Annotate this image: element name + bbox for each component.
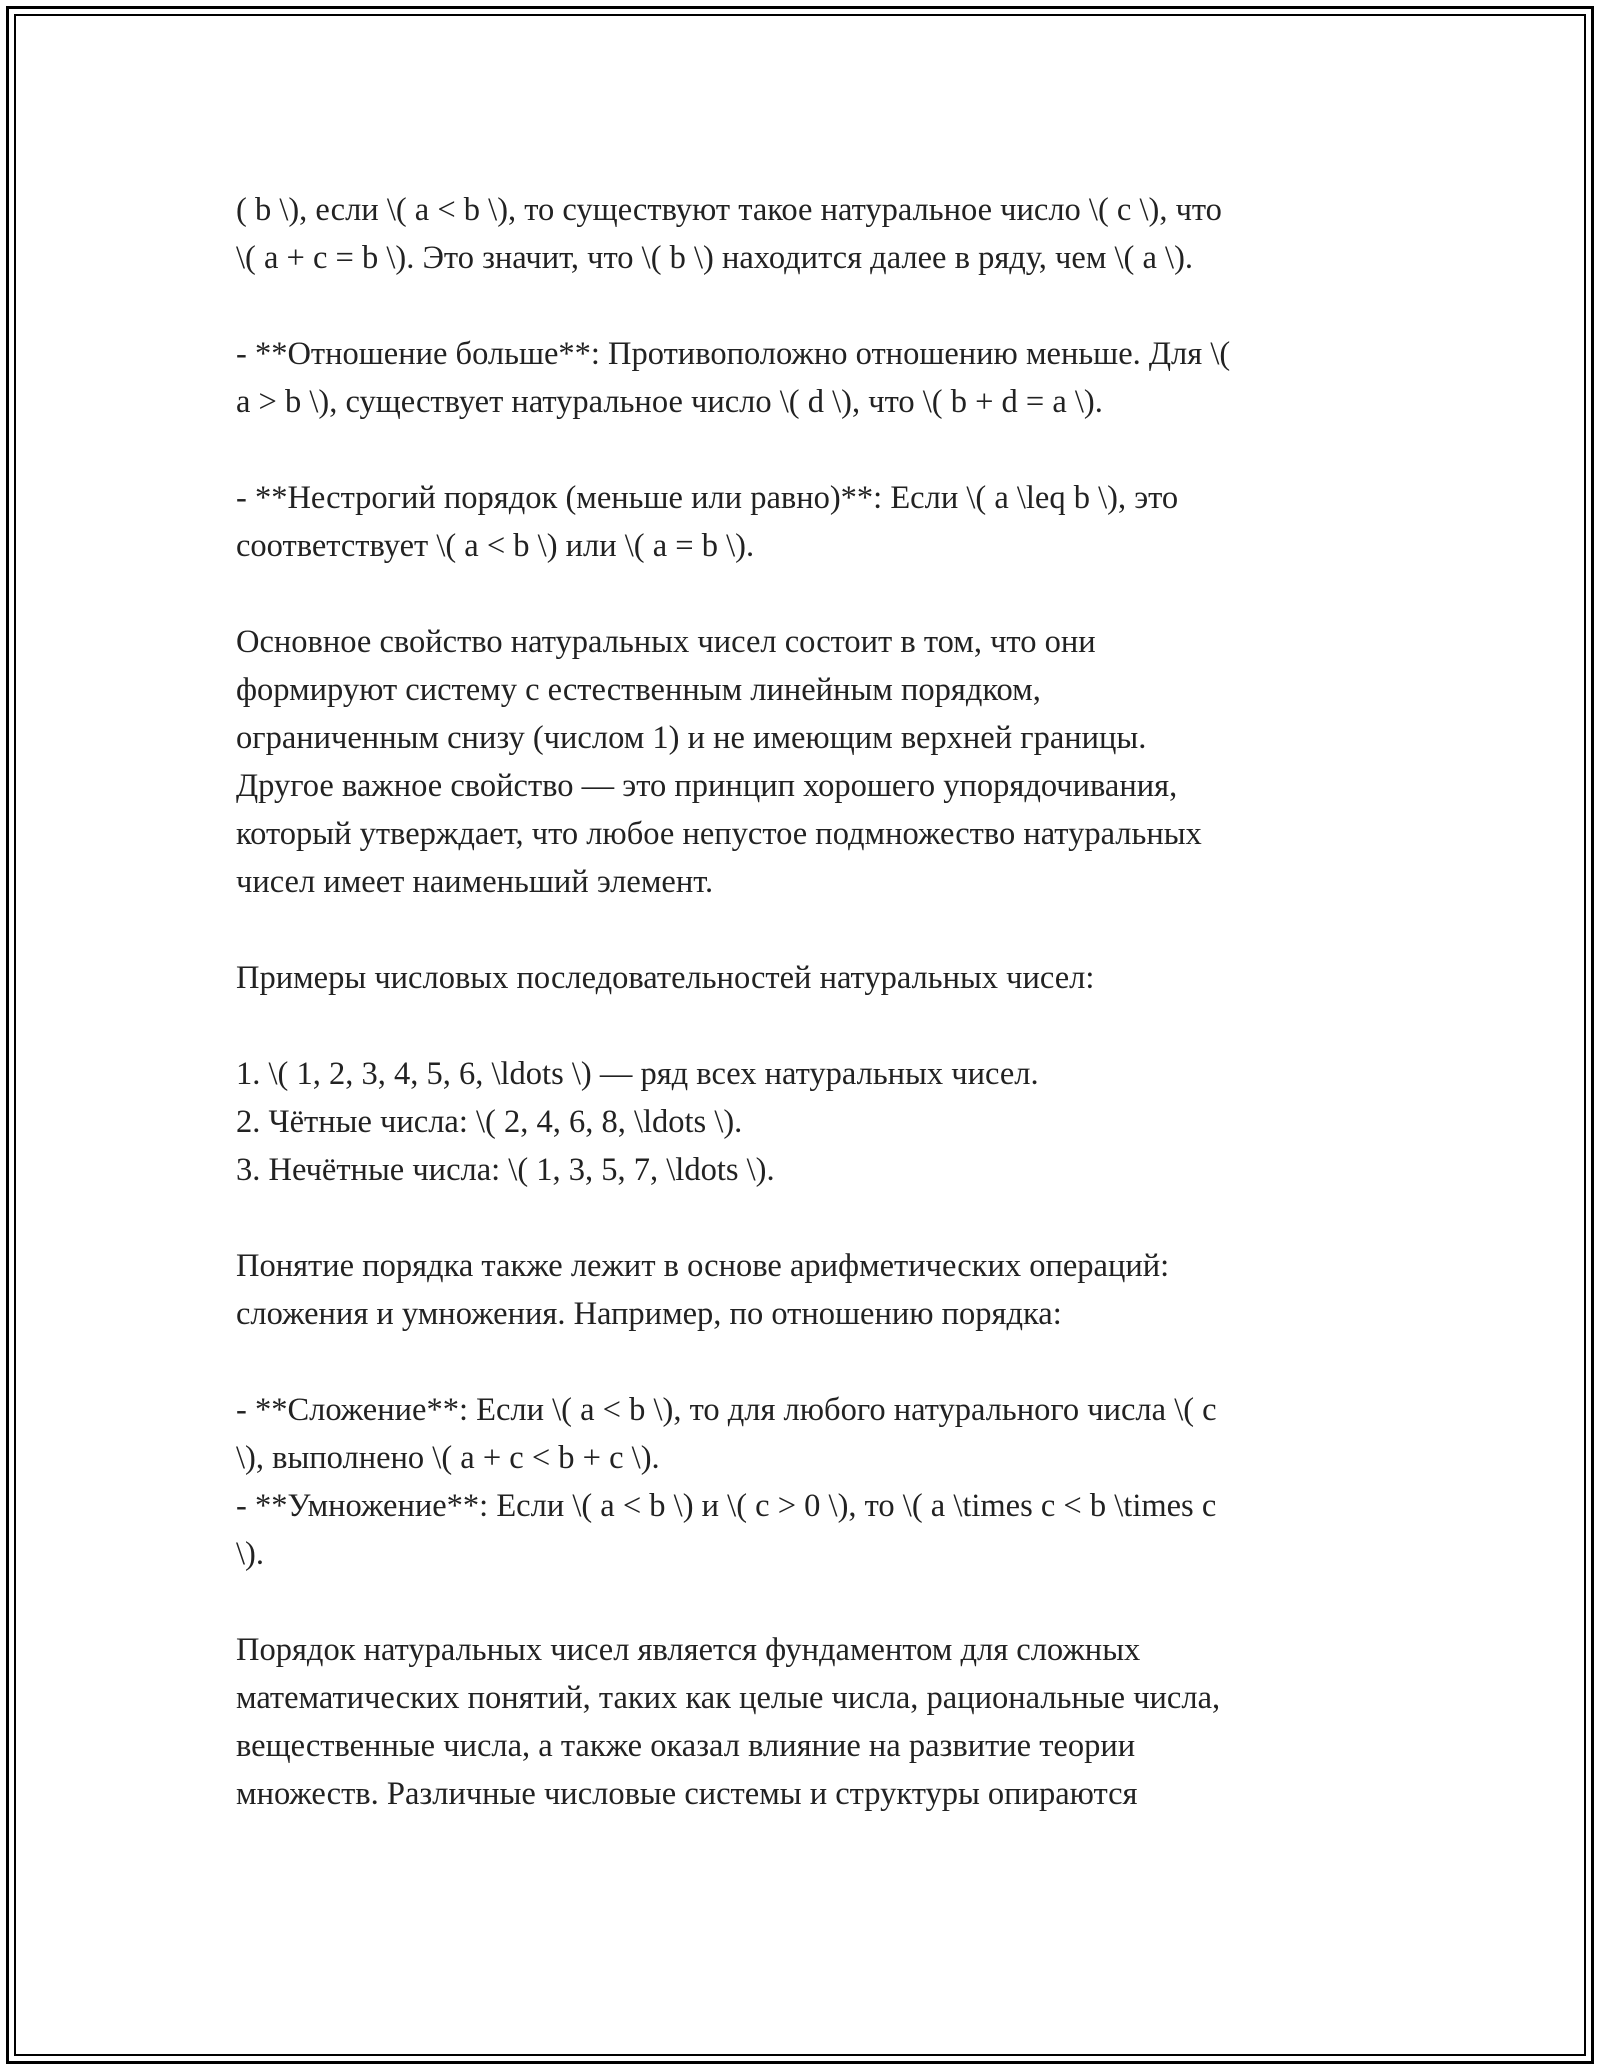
list-item: 2. Чётные числа: \( 2, 4, 6, 8, \ldots \). <box>236 1104 743 1140</box>
paragraph-greater-than <box>236 330 1396 426</box>
text-line: формируют систему с естественным линейным порядком, <box>236 672 1041 708</box>
document-body <box>236 186 1396 1866</box>
text-line: сложения и умножения. Например, по отношению порядка: <box>236 1296 1062 1332</box>
text-line: \). <box>236 1536 264 1572</box>
list-item: 3. Нечётные числа: \( 1, 3, 5, 7, \ldots \). <box>236 1152 775 1188</box>
text-line: Примеры числовых последовательностей натуральных чисел: <box>236 960 1095 996</box>
numbered-list-examples <box>236 1050 1396 1194</box>
text-line: - **Сложение**: Если \( a < b \), то для любого натурального числа \( c <box>236 1392 1217 1428</box>
text-line: который утверждает, что любое непустое подмножество натуральных <box>236 816 1202 852</box>
text-line: Основное свойство натуральных чисел состоит в том, что они <box>236 624 1096 660</box>
paragraph-non-strict-order <box>236 474 1396 570</box>
text-line: - **Умножение**: Если \( a < b \) и \( c > 0 \), то \( a \times c < b \times c <box>236 1488 1217 1524</box>
text-line: \), выполнено \( a + c < b + c \). <box>236 1440 660 1476</box>
text-line: множеств. Различные числовые системы и структуры опираются <box>236 1776 1138 1812</box>
text-line: a > b \), существует натуральное число \( d \), что \( b + d = a \). <box>236 384 1103 420</box>
text-line: ( b \), если \( a < b \), то существуют такое натуральное число \( c \), что <box>236 192 1222 228</box>
text-line: соответствует \( a < b \) или \( a = b \). <box>236 528 755 564</box>
text-line: Понятие порядка также лежит в основе арифметических операций: <box>236 1248 1170 1284</box>
text-line: ограниченным снизу (числом 1) и не имеющим верхней границы. <box>236 720 1147 756</box>
text-line: Порядок натуральных чисел является фундаментом для сложных <box>236 1632 1141 1668</box>
paragraph-examples-intro <box>236 954 1396 1002</box>
paragraph-main-property <box>236 618 1396 906</box>
text-line: - **Отношение больше**: Противоположно отношению меньше. Для \( <box>236 336 1231 372</box>
paragraph-foundation <box>236 1626 1396 1818</box>
text-line: вещественные числа, а также оказал влияние на развитие теории <box>236 1728 1136 1764</box>
text-line: Другое важное свойство — это принцип хорошего упорядочивания, <box>236 768 1178 804</box>
list-operations <box>236 1386 1396 1578</box>
text-line: чисел имеет наименьший элемент. <box>236 864 714 900</box>
text-line: математических понятий, таких как целые числа, рациональные числа, <box>236 1680 1221 1716</box>
text-line: \( a + c = b \). Это значит, что \( b \) находится далее в ряду, чем \( a \). <box>236 240 1194 276</box>
paragraph-less-than-continuation <box>236 186 1396 282</box>
text-line: - **Нестрогий порядок (меньше или равно)**: Если \( a \leq b \), это <box>236 480 1179 516</box>
list-item: 1. \( 1, 2, 3, 4, 5, 6, \ldots \) — ряд всех натуральных чисел. <box>236 1056 1039 1092</box>
paragraph-arithmetic-intro <box>236 1242 1396 1338</box>
